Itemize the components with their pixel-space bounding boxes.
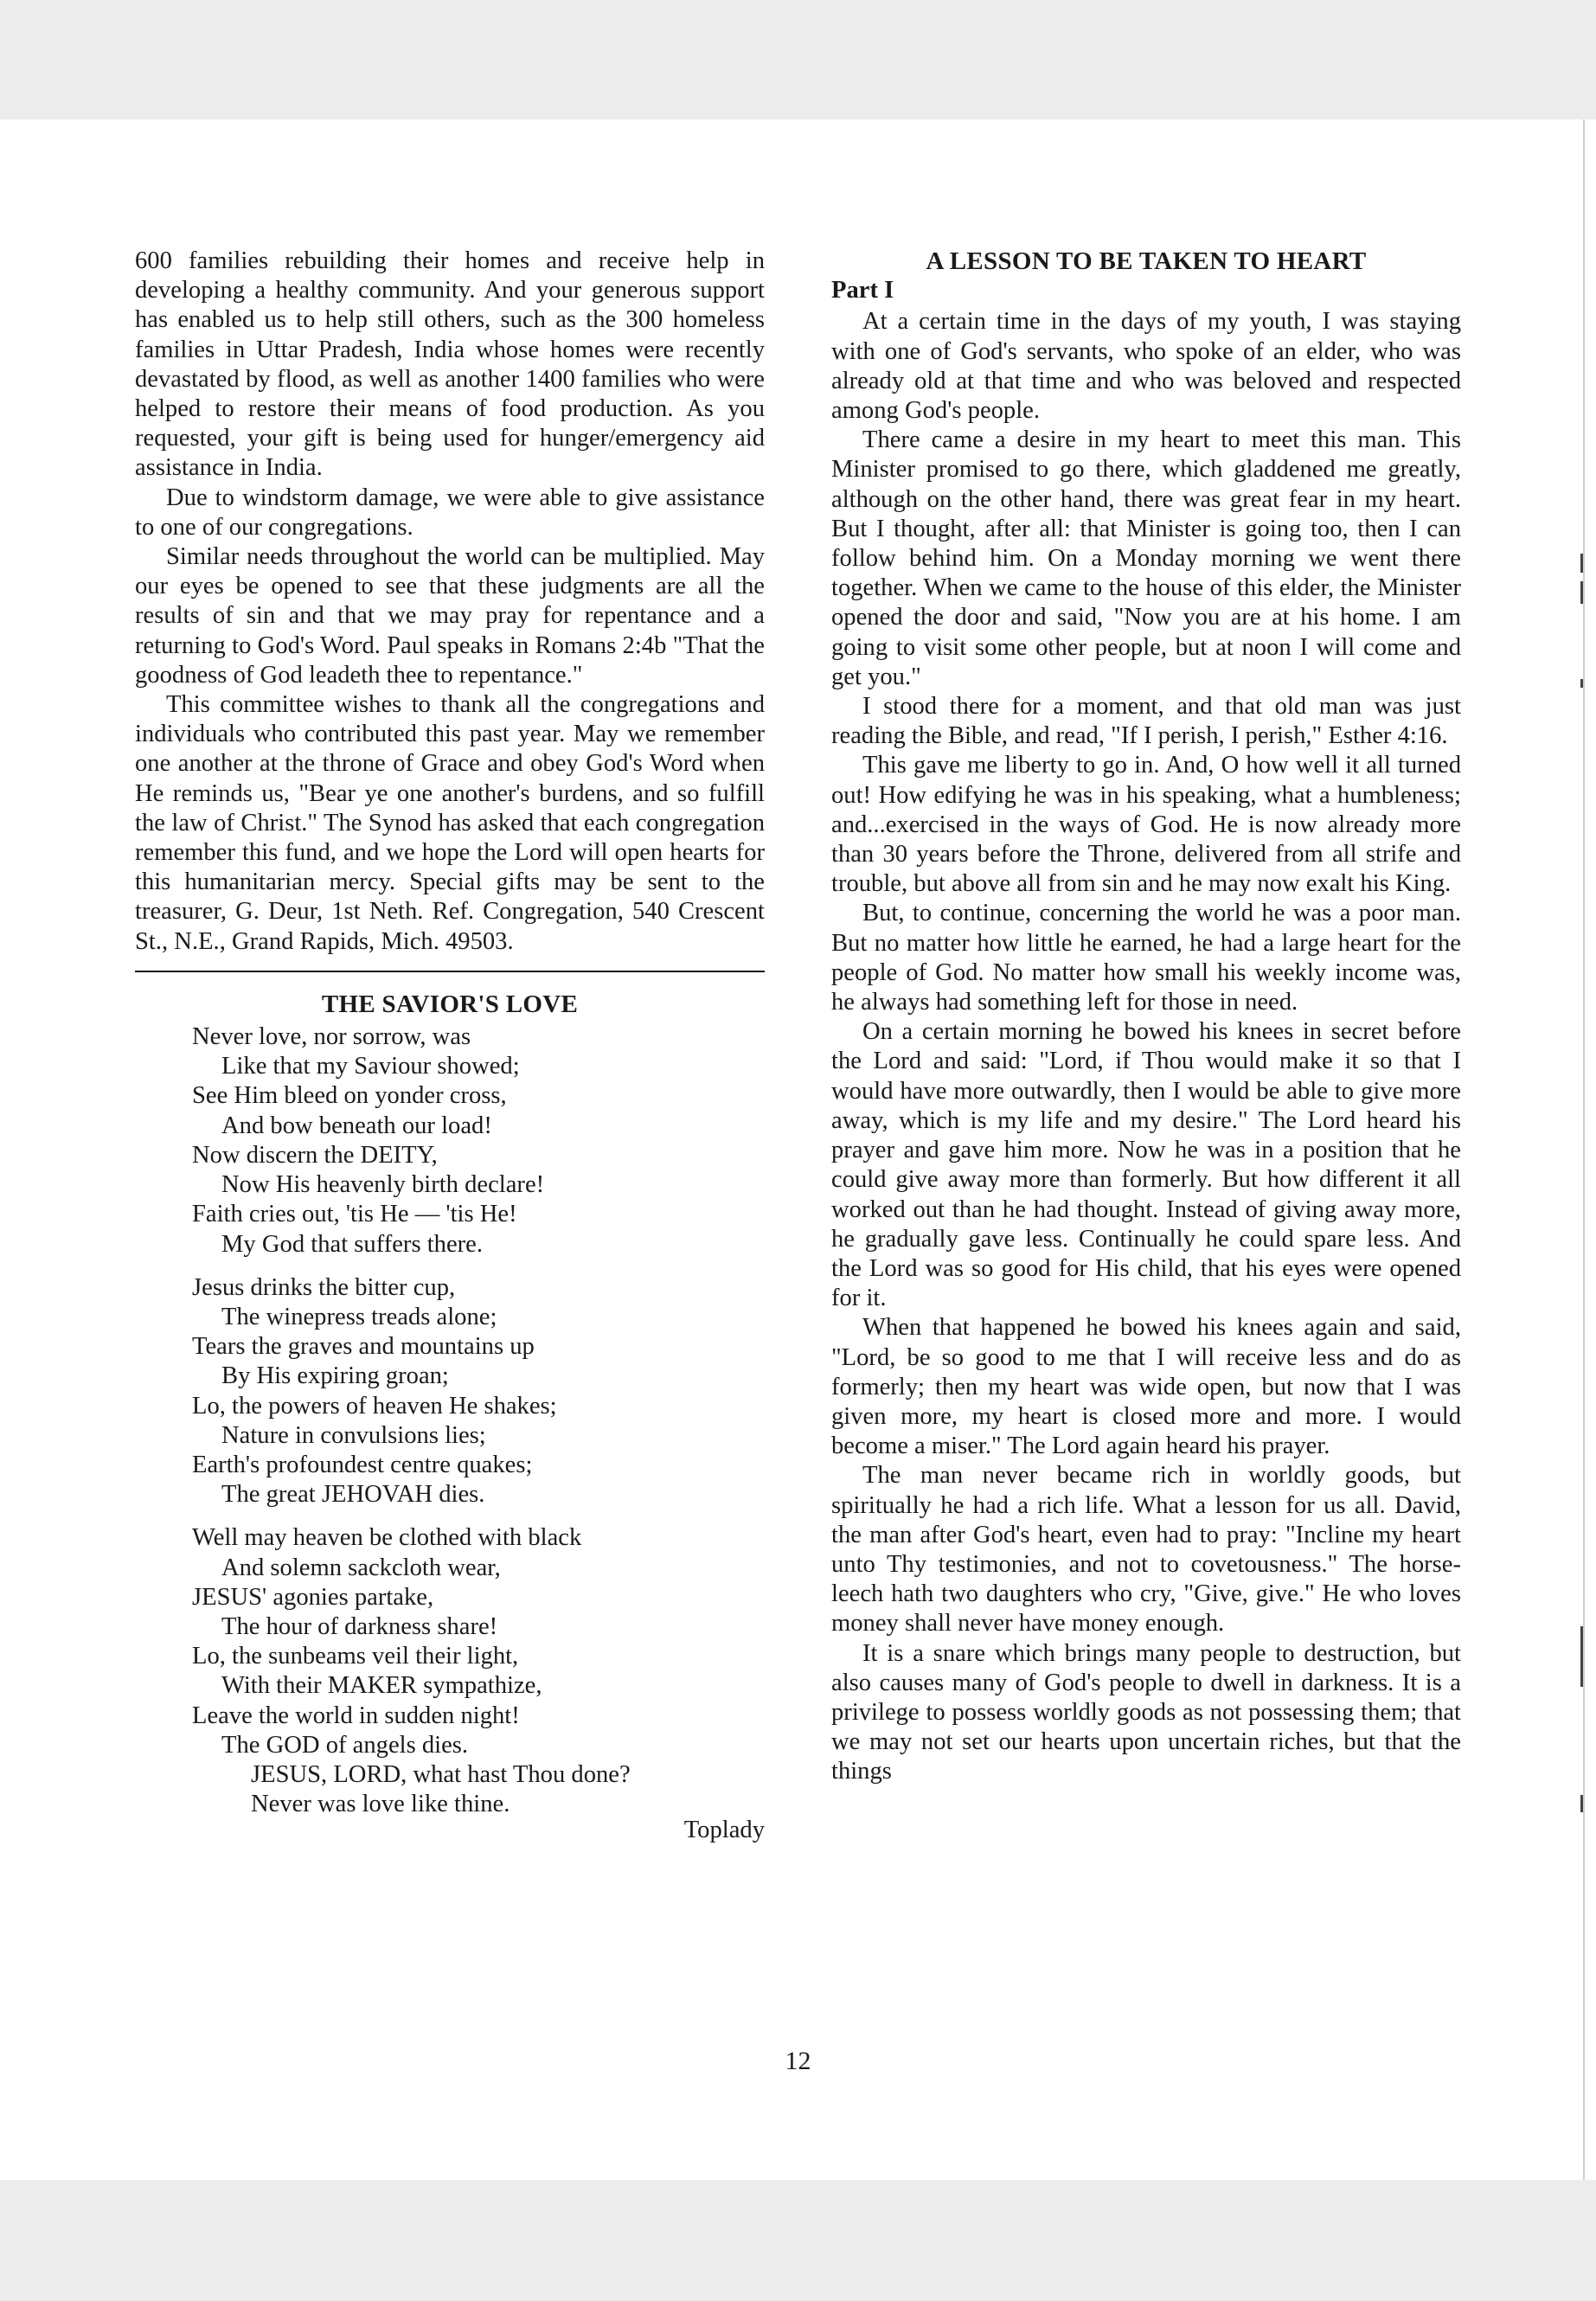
body-paragraph: But, to continue, concerning the world he was a poor man. But no matter how little he earned, he had a large heart for the people of God. No matter how small his weekly income was, he always had something left for those in need. [831, 900, 1461, 1016]
poem-line: Lo, the sunbeams veil their light, [192, 1643, 519, 1670]
body-paragraph: This committee wishes to thank all the congregations and individuals who contributed this past year. May we remember one another at the throne of Grace and obey God's Word when He reminds us, "Bear ye one another's burdens, and so fulfill the law of Christ." The Synod has asked that each congregation remember this fund, and we hope the Lord will open hearts for this humanitarian mercy. Special gifts may be sent to the treasurer, G. Deur, 1st Neth. Ref. Congregation, 540 Crescent St., N.E., Grand Rapids, Mich. 49503. [135, 691, 765, 955]
body-paragraph: Similar needs throughout the world can be multiplied. May our eyes be opened to see that these judgments are all the results of sin and that we may pray for repentance and a returning to God's Word. Paul speaks in Romans 2:4b "That the goodness of God leadeth thee to repentance." [135, 543, 765, 689]
poem-line: Never was love like thine. [251, 1791, 510, 1818]
poem-author: Toplady [683, 1817, 765, 1844]
scan-bottom-margin [0, 2180, 1596, 2301]
poem-stanza-1 [192, 1022, 765, 1259]
poem-stanza-2 [192, 1273, 765, 1510]
scan-edge-mark [1580, 1795, 1583, 1812]
poem-line: Now His heavenly birth declare! [221, 1171, 545, 1199]
body-paragraph: 600 families rebuilding their homes and receive help in developing a healthy community. And your generous support has enabled us to help still others, such as the 300 homeless families in Uttar Pradesh, India whose homes were recently devastated by flood, as well as another 1400 families who were helped to restore their means of food production. As you requested, your gift is being used for hunger/emergency aid assistance in India. [135, 247, 765, 482]
scan-edge-mark [1580, 554, 1583, 573]
poem-stanza-3 [192, 1523, 765, 1819]
body-paragraph: Due to windstorm damage, we were able to give assistance to one of our congregations. [135, 484, 765, 541]
poem-line: JESUS' agonies partake, [192, 1583, 434, 1611]
poem-line: Now discern the DEITY, [192, 1141, 438, 1169]
poem-line: By His expiring groan; [221, 1362, 449, 1390]
section-divider [135, 971, 765, 972]
article-part-label: Part I [831, 277, 894, 304]
poem-line: My God that suffers there. [221, 1230, 484, 1258]
body-paragraph: The man never became rich in worldly goods, but spiritually he had a rich life. What a lesson for us all. David, the man after God's heart, even had to pray: "Incline my heart unto Thy testimonies, and not to covetousness." The horse-leech hath two daughters who cry, "Give, give." He who loves money shall never have money enough. [831, 1462, 1461, 1638]
poem-line: And bow beneath our load! [221, 1112, 492, 1139]
poem-line: Faith cries out, 'tis He — 'tis He! [192, 1201, 517, 1228]
poem-line: JESUS, LORD, what hast Thou done? [251, 1760, 631, 1788]
poem-line: Lo, the powers of heaven He shakes; [192, 1392, 557, 1420]
body-paragraph: At a certain time in the days of my youth, I was staying with one of God's servants, who spoke of an elder, who was already old at that time and who was beloved and respected among God's people. [831, 308, 1461, 425]
page-number: 12 [785, 2047, 811, 2075]
poem-line: See Him bleed on yonder cross, [192, 1082, 507, 1110]
body-paragraph: When that happened he bowed his knees again and said, "Lord, be so good to me that I will receive less and do as formerly; then my heart was wide open, but now that I was given more, my heart is closed more and more. I would become a miser." The Lord again heard his prayer. [831, 1314, 1461, 1460]
poem-line: Leave the world in sudden night! [192, 1702, 520, 1729]
right-column [831, 247, 1461, 1787]
poem-line: Like that my Saviour showed; [221, 1053, 520, 1080]
scan-top-margin [0, 0, 1596, 119]
poem-line: Tears the graves and mountains up [192, 1333, 535, 1361]
body-paragraph: I stood there for a moment, and that old man was just reading the Bible, and read, "If I perish, I perish," Esther 4:16. [831, 693, 1461, 750]
body-paragraph: There came a desire in my heart to meet this man. This Minister promised to go there, which gladdened me greatly, although on the other hand, there was great fear in my heart. But I thought, after all: that Minister is going too, then I can follow behind him. On a Monday morning we went there together. When we came to the house of this elder, the Minister opened the door and said, "Now you are at his home. I am going to visit some other people, but at noon I will come and get you." [831, 426, 1461, 690]
poem-line: The winepress treads alone; [221, 1303, 497, 1330]
poem-line: Well may heaven be clothed with black [192, 1524, 582, 1552]
scan-edge-mark [1580, 1626, 1583, 1687]
left-column [135, 247, 765, 1846]
poem-line: Earth's profoundest centre quakes; [192, 1451, 533, 1478]
scan-edge-mark [1580, 581, 1583, 604]
article-title: A LESSON TO BE TAKEN TO HEART [926, 247, 1367, 275]
poem-line: With their MAKER sympathize, [221, 1672, 542, 1700]
body-paragraph: It is a snare which brings many people to destruction, but also causes many of God's people to dwell in darkness. It is a privilege to possess worldly goods as not possessing them; that we may not set our hearts upon uncertain riches, but that the things [831, 1639, 1461, 1785]
body-paragraph: On a certain morning he bowed his knees in secret before the Lord and said: "Lord, if Thou would make it so that I would have more outwardly, then I would be able to give more away, which is my life and my desire." The Lord heard his prayer and gave him more. Now he was in a position that he could give away more than formerly. But how different it all worked out than he had thought. Instead of giving away more, he gradually gave less. Continually he could spare less. And the Lord was so good for His child, that his eyes were opened for it. [831, 1018, 1461, 1312]
scan-edge-mark [1580, 679, 1583, 688]
poem-line: The hour of darkness share! [221, 1612, 498, 1640]
poem-line: And solemn sackcloth wear, [221, 1554, 501, 1581]
poem-line: Never love, nor sorrow, was [192, 1023, 471, 1051]
poem-line: Jesus drinks the bitter cup, [192, 1273, 456, 1301]
poem-title: THE SAVIOR'S LOVE [321, 990, 579, 1018]
body-paragraph: This gave me liberty to go in. And, O how well it all turned out! How edifying he was in his speaking, what a humbleness; and...exercised in the ways of God. He is now already more than 30 years before the Throne, delivered from all strife and trouble, but above all from sin and he may now exalt his King. [831, 752, 1461, 898]
poem-line: The GOD of angels dies. [221, 1731, 469, 1759]
poem-line: The great JEHOVAH dies. [221, 1481, 485, 1509]
poem-line: Nature in convulsions lies; [221, 1421, 486, 1449]
